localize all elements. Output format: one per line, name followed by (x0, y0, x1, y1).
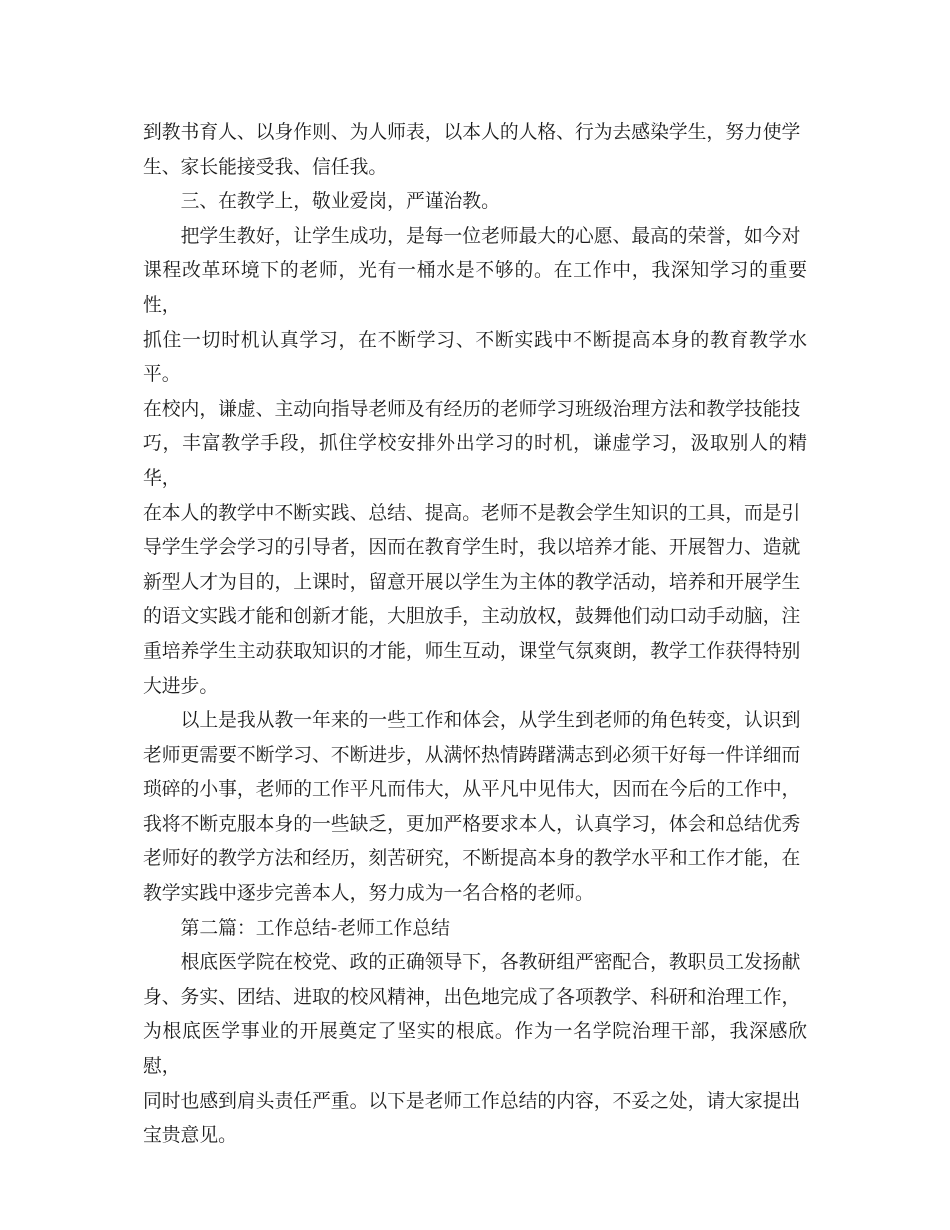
line: 的语文实践才能和创新才能，大胆放手，主动放权，鼓舞他们动口动手动脑，注 (143, 606, 801, 628)
paragraph-4 (143, 704, 807, 912)
line: 根底医学院在校党、政的正确领导下，各教研组严密配合，教职员工发扬献 (180, 952, 801, 974)
section-title-part-2 (143, 912, 807, 947)
line: 老师好的教学方法和经历，刻苦研究，不断提高本身的教学水平和工作才能，在 (143, 848, 801, 870)
line: 巧，丰富教学手段，抓住学校安排外出学习的时机，谦虚学习，汲取别人的精华， (143, 433, 807, 489)
line: 第二篇：工作总结-老师工作总结 (180, 917, 450, 939)
section-heading-3 (143, 185, 807, 220)
line: 把学生教好，让学生成功，是每一位老师最大的心愿、最高的荣誉，如今对 (180, 225, 801, 247)
line: 生、家长能接受我、信任我。 (143, 156, 388, 178)
line: 抓住一切时机认真学习，在不断学习、不断实践中不断提高本身的教育教学水平。 (143, 329, 807, 386)
line: 新型人才为目的，上课时，留意开展以学生为主体的教学活动，培养和开展学生 (143, 571, 801, 593)
line: 老师更需要不断学习、不断进步，从满怀热情踌躇满志到必须干好每一件详细而 (143, 744, 801, 766)
document-body (143, 116, 807, 1154)
line: 导学生学会学习的引导者，因而在教育学生时，我以培养才能、开展智力、造就 (143, 537, 801, 559)
line: 我将不断克服本身的一些缺乏，更加严格要求本人，认真学习，体会和总结优秀 (143, 813, 801, 835)
line: 为根底医学事业的开展奠定了坚实的根底。作为一名学院治理干部，我深感欣慰， (143, 1021, 807, 1078)
line: 教学实践中逐步完善本人，努力成为一名合格的老师。 (143, 883, 594, 905)
paragraph-1 (143, 116, 807, 185)
line: 在本人的教学中不断实践、总结、提高。老师不是教会学生知识的工具，而是引 (143, 502, 801, 524)
line: 琐碎的小事，老师的工作平凡而伟大，从平凡中见伟大，因而在今后的工作中， (143, 779, 801, 801)
line: 以上是我从教一年来的一些工作和体会，从学生到老师的角色转变，认识到 (180, 710, 801, 732)
line: 同时也感到肩头责任严重。以下是老师工作总结的内容，不妥之处，请大家提出 (143, 1090, 801, 1112)
line: 在校内，谦虚、主动向指导老师及有经历的老师学习班级治理方法和教学技能技 (143, 398, 801, 420)
paragraph-6 (143, 946, 807, 1154)
line: 三、在教学上，敬业爱岗，严谨治教。 (180, 191, 500, 213)
line: 到教书育人、以身作则、为人师表，以本人的人格、行为去感染学生，努力使学 (143, 122, 801, 143)
line: 宝贵意见。 (143, 1125, 237, 1147)
line: 课程改革环境下的老师，光有一桶水是不够的。在工作中，我深知学习的重要性， (143, 260, 807, 316)
paragraph-3 (143, 220, 807, 704)
line: 重培养学生主动获取知识的才能，师生互动，课堂气氛爽朗，教学工作获得特别 (143, 640, 801, 662)
line: 身、务实、团结、进取的校风精神，出色地完成了各项教学、科研和治理工作， (143, 986, 801, 1008)
line: 大进步。 (143, 675, 219, 697)
